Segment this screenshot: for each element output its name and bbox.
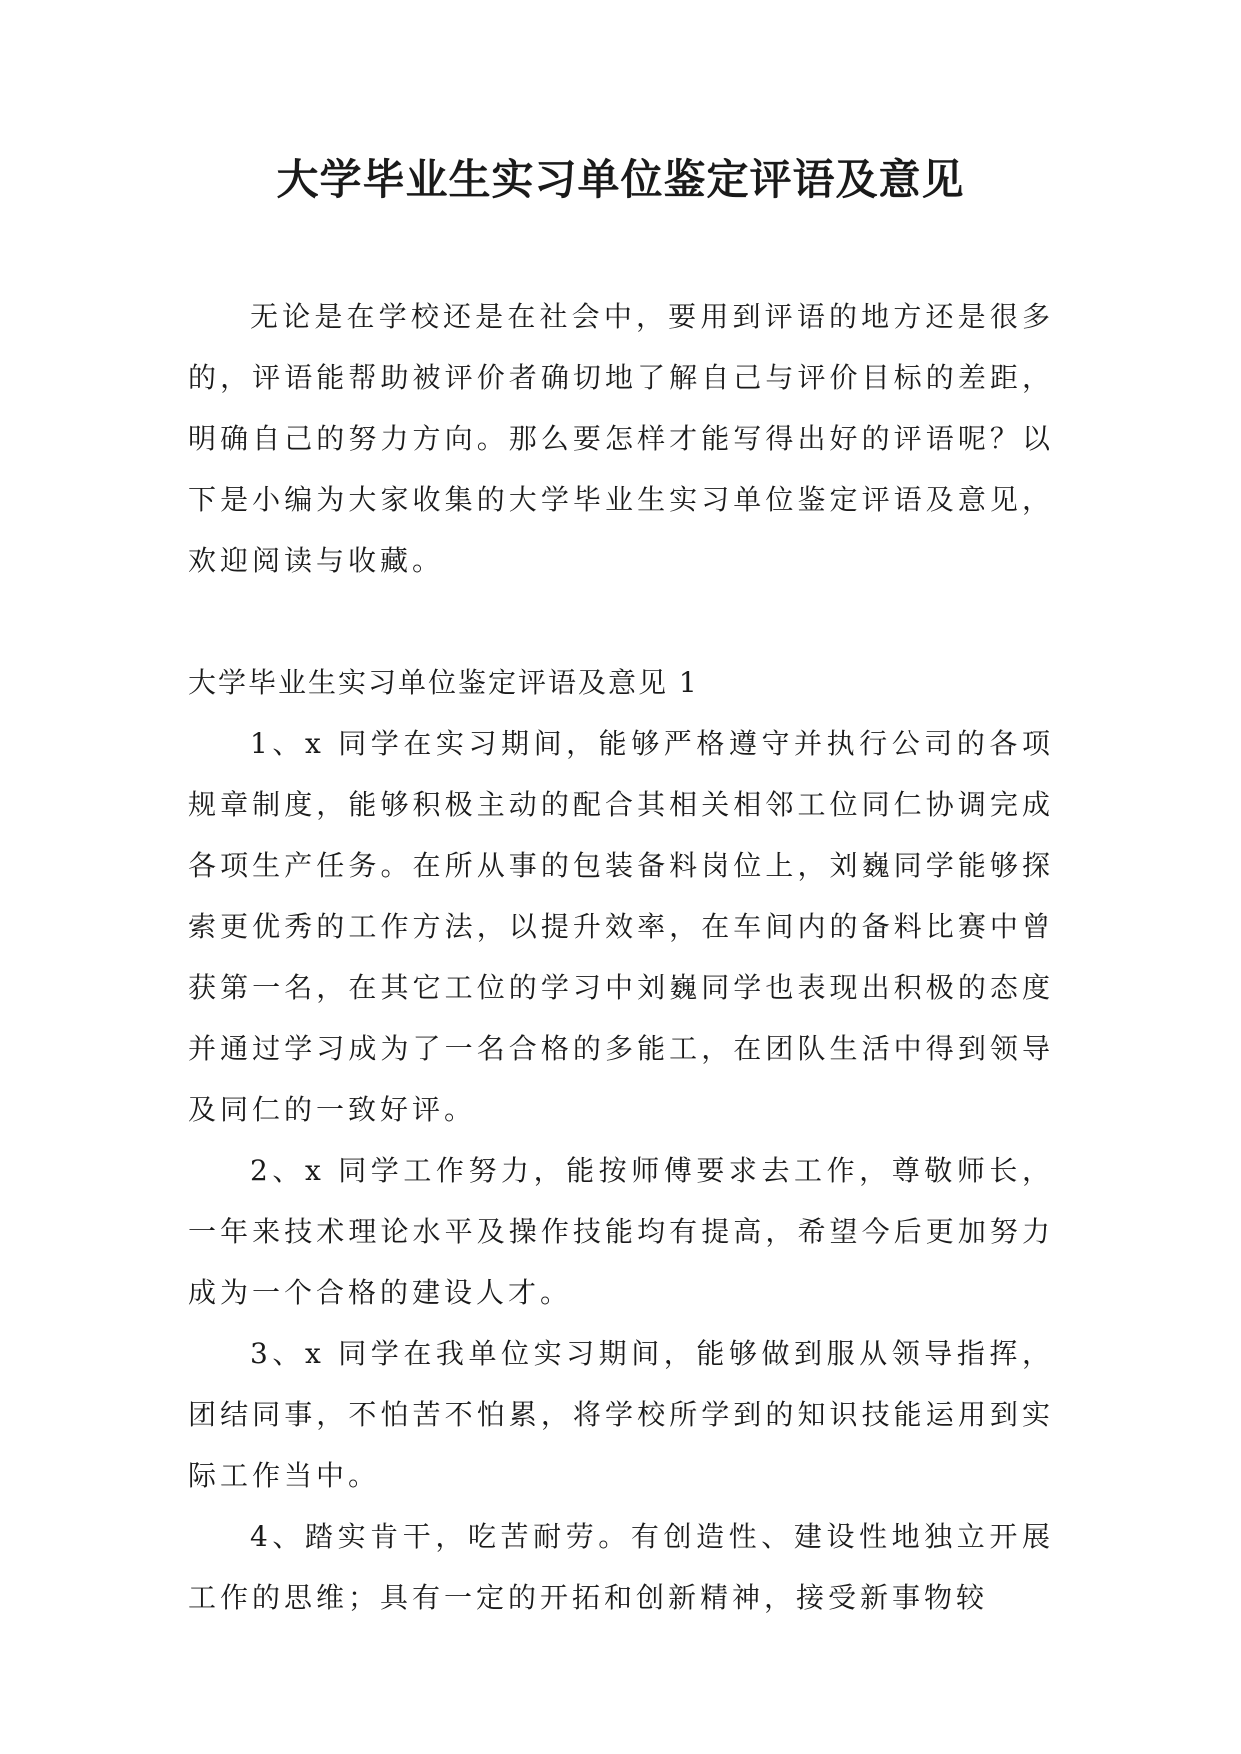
document-title: 大学毕业生实习单位鉴定评语及意见 (276, 155, 965, 204)
item-paragraph-2: 2、x 同学工作努力，能按师傅要求去工作，尊敬师长，一年来技术理论水平及操作技能均有提高，希望今后更加努力成为一个合格的建设人才。 (188, 1154, 1054, 1309)
section-heading: 大学毕业生实习单位鉴定评语及意见 1 (188, 666, 699, 699)
item-paragraph-1: 1、x 同学在实习期间，能够严格遵守并执行公司的各项规章制度，能够积极主动的配合其相关相邻工位同仁协调完成各项生产任务。在所从事的包装备料岗位上，刘巍同学能够探索更优秀的工作方法，以提升效率，在车间内的备料比赛中曾获第一名，在其它工位的学习中刘巍同学也表现出积极的态度并通过学习成为了一名合格的多能工，在团队生活中得到领导及同仁的一致好评。 (188, 727, 1054, 1126)
item-paragraph-4: 4、踏实肯干，吃苦耐劳。有创造性、建设性地独立开展工作的思维；具有一定的开拓和创新精神，接受新事物较 (188, 1520, 1054, 1614)
document-body (188, 286, 1054, 1628)
item-paragraph-3: 3、x 同学在我单位实习期间，能够做到服从领导指挥，团结同事，不怕苦不怕累，将学校所学到的知识技能运用到实际工作当中。 (188, 1337, 1054, 1492)
intro-paragraph: 无论是在学校还是在社会中，要用到评语的地方还是很多的，评语能帮助被评价者确切地了解自己与评价目标的差距，明确自己的努力方向。那么要怎样才能写得出好的评语呢？以下是小编为大家收集的大学毕业生实习单位鉴定评语及意见，欢迎阅读与收藏。 (188, 300, 1054, 577)
